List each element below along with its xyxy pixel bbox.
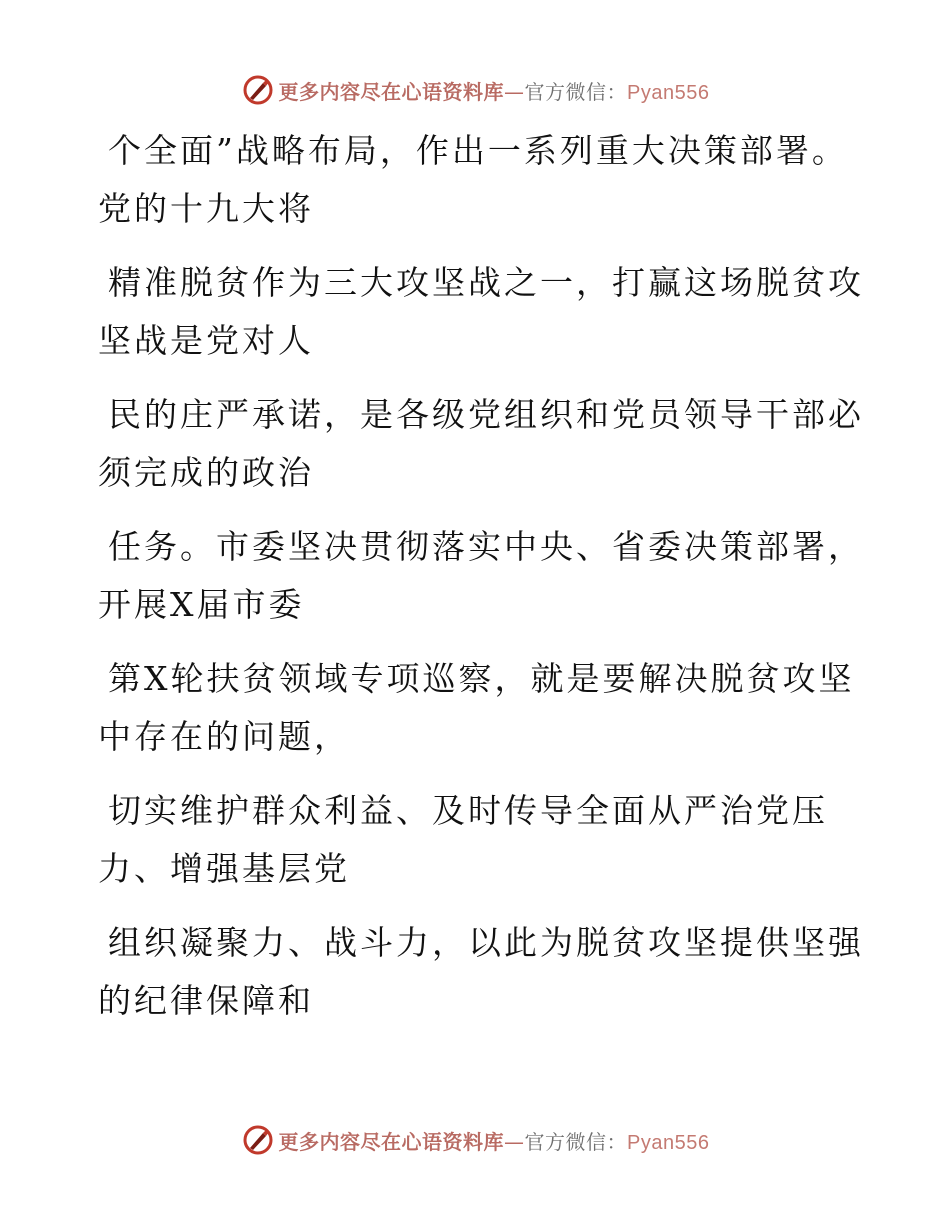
paragraph-line: 任务。市委坚决贯彻落实中央、省委决策部署， [108,527,864,566]
paragraph-line: 开展X届市委 [98,585,305,624]
header-handle: Pyan556 [627,81,710,104]
paragraph-1 [98,122,858,238]
paragraph-3 [98,386,864,502]
paragraph-line: 组织凝聚力、战斗力，以此为脱贫攻坚提供坚强 [108,923,864,962]
paragraph-line: 须完成的政治 [98,453,314,492]
pen-logo-icon [241,73,275,107]
paragraph-line: 精准脱贫作为三大攻坚战之一，打赢这场脱贫攻 [108,263,864,302]
footer-text [279,1126,710,1155]
paragraph-line: 切实维护群众利益、及时传导全面从严治党压 [108,791,828,830]
footer-wechat-label: 官方微信： [524,1129,628,1154]
paragraph-4 [98,518,864,634]
header-wechat-label: 官方微信： [524,79,628,104]
paragraph-2 [98,254,864,370]
paragraph-line: 民的庄严承诺，是各级党组织和党员领导干部必 [108,395,864,434]
document-body [98,122,864,1046]
paragraph-line: 力、增强基层党 [98,849,350,888]
paragraph-line: 的纪律保障和 [98,981,314,1020]
paragraph-line: 个全面”战略布局，作出一系列重大决策部署。 [108,131,848,170]
header-text [279,76,710,105]
header-brand: 更多内容尽在心语资料库 [278,79,505,104]
paragraph-line: 坚战是党对人 [98,321,314,360]
paragraph-7 [98,914,864,1030]
header-dash: — [504,79,525,104]
footer-handle: Pyan556 [627,1131,710,1154]
paragraph-5 [98,650,858,766]
paragraph-line: 第X轮扶贫领域专项巡察，就是要解决脱贫攻坚 [108,659,855,698]
pen-logo-icon [241,1123,275,1157]
header-banner [0,70,950,110]
footer-banner [0,1120,950,1160]
paragraph-line: 党的十九大将 [98,189,314,228]
paragraph-6 [98,782,858,898]
paragraph-line: 中存在的问题， [98,717,350,756]
footer-dash: — [504,1129,525,1154]
footer-brand: 更多内容尽在心语资料库 [278,1129,505,1154]
